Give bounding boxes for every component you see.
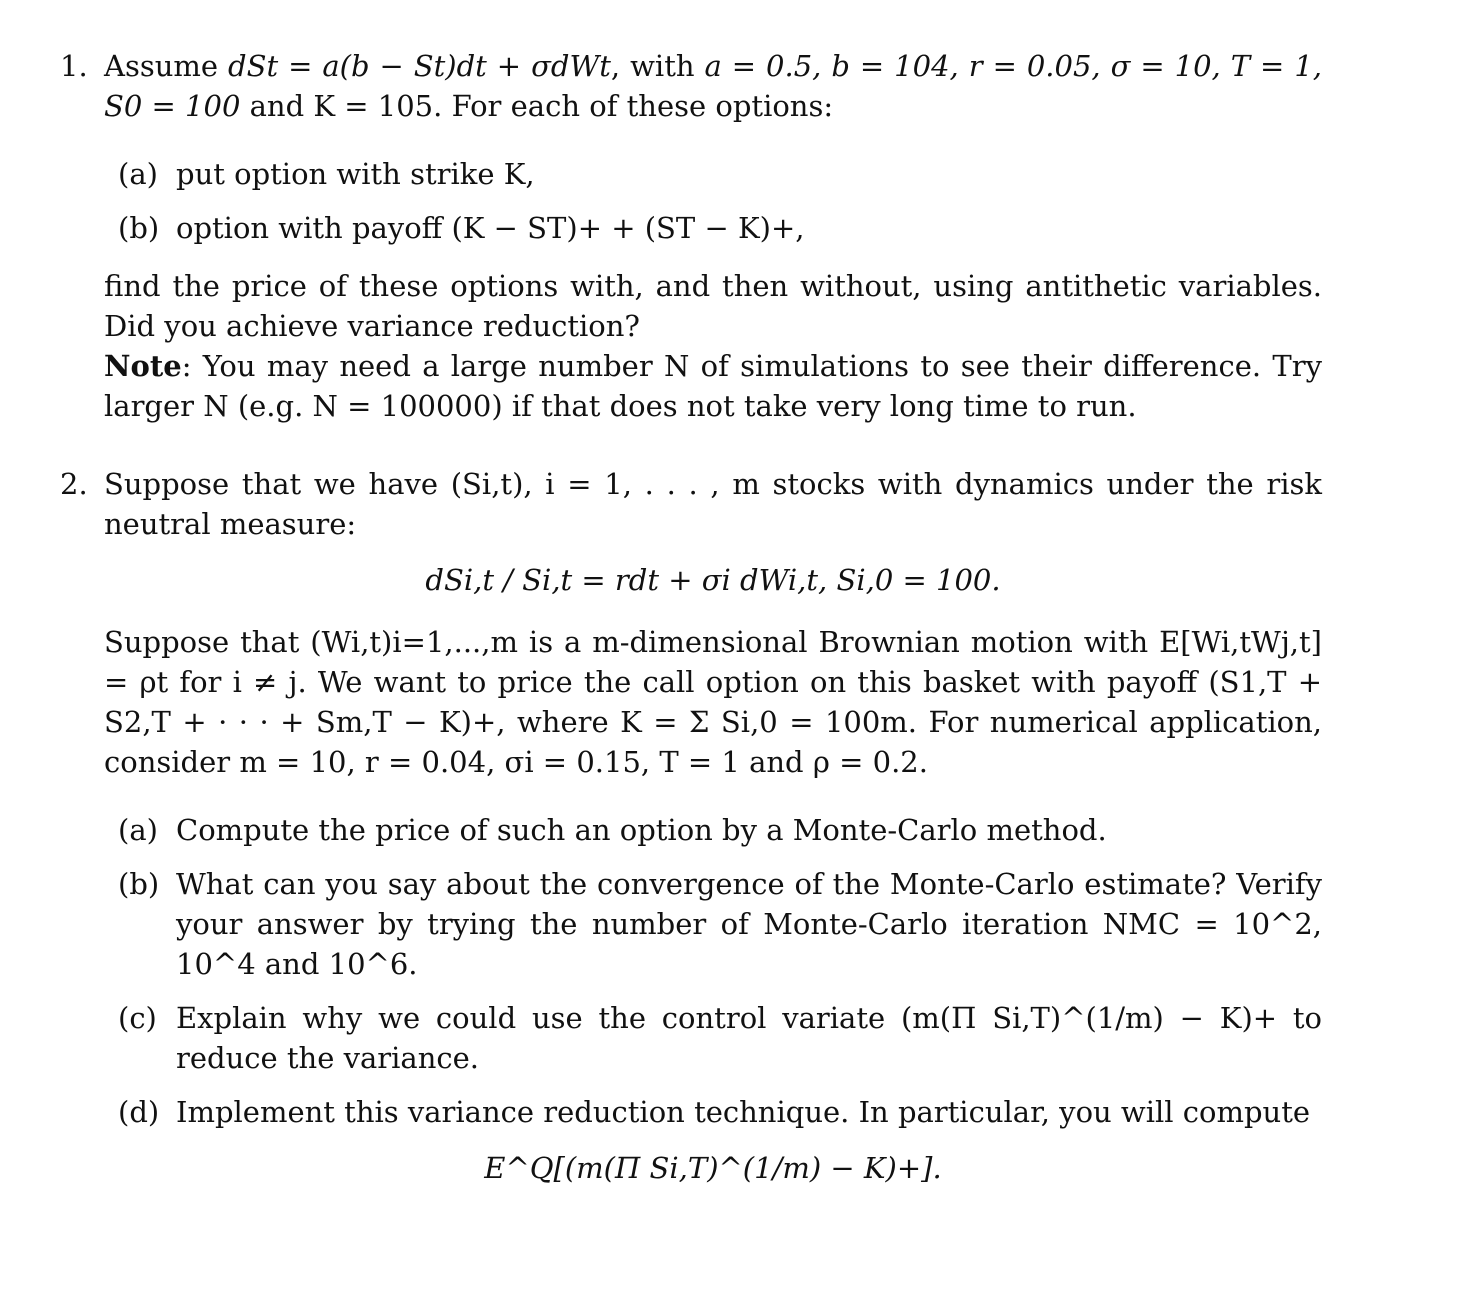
problem-body <box>104 464 1322 1188</box>
problem-2 <box>60 464 1322 1198</box>
final-equation: E^Q[(m(Π Si,T)^(1/m) − K)+]. <box>484 1151 942 1185</box>
list-item: (a) put option with strike K, <box>118 157 535 191</box>
list-item: (b) What can you say about the convergence of the Monte-Carlo estimate? Verify your answer by trying the number of Monte-Carlo iteration NMC = 10^2, 10^4 and 10^6. <box>118 867 1322 981</box>
problem-number: 1. <box>60 49 88 83</box>
setup-paragraph: Suppose that (Wi,t)i=1,...,m is a m-dimensional Brownian motion with E[Wi,tWj,t] = ρt for i ≠ j. We want to price the call option on this basket with payoff (S1,T + S2,T + · · · + Sm,T − K)+, where K = Σ Si,0 = 100m. For numerical application, consider m = 10, r = 0.04, σi = 0.15, T = 1 and ρ = 0.2. <box>104 625 1322 779</box>
note-label: Note <box>104 349 182 383</box>
task-paragraph: find the price of these options with, and then without, using antithetic variables. Did you achieve variance reduction? <box>104 269 1322 343</box>
parameters: a = 0.5, b = 104, r = 0.05, σ = 10, T = 1, S0 = 100 <box>104 49 1323 123</box>
problem-number: 2. <box>60 467 88 501</box>
sde-equation: dSt = a(b − St)dt + σdWt <box>228 49 611 83</box>
list-item: (b) option with payoff (K − ST)+ + (ST − K)+, <box>118 211 805 245</box>
display-equation: dSi,t / Si,t = rdt + σi dWi,t, Si,0 = 100. <box>425 563 1001 597</box>
problem-1 <box>60 46 1322 426</box>
problem-intro: Suppose that we have (Si,t), i = 1, . . . , m stocks with dynamics under the risk neutral measure: <box>104 467 1322 541</box>
problem-body <box>104 46 1322 426</box>
strike-statement: and K = 105. For each of these options: <box>249 89 834 123</box>
list-item: (c) Explain why we could use the control variate (m(Π Si,T)^(1/m) − K)+ to reduce the variance. <box>118 1001 1322 1075</box>
problem-intro: Assume dSt = a(b − St)dt + σdWt, with a = 0.5, b = 104, r = 0.05, σ = 10, T = 1, S0 = 100 and K = 105. For each of these options: <box>104 49 1323 123</box>
option-list <box>104 154 1322 248</box>
note-paragraph: Note: You may need a large number N of simulations to see their difference. Try larger N (e.g. N = 100000) if that does not take very long time to run. <box>104 349 1322 423</box>
list-item: (d) Implement this variance reduction technique. In particular, you will compute <box>118 1095 1311 1129</box>
list-item: (a) Compute the price of such an option by a Monte-Carlo method. <box>118 813 1107 847</box>
question-list <box>104 810 1322 1132</box>
